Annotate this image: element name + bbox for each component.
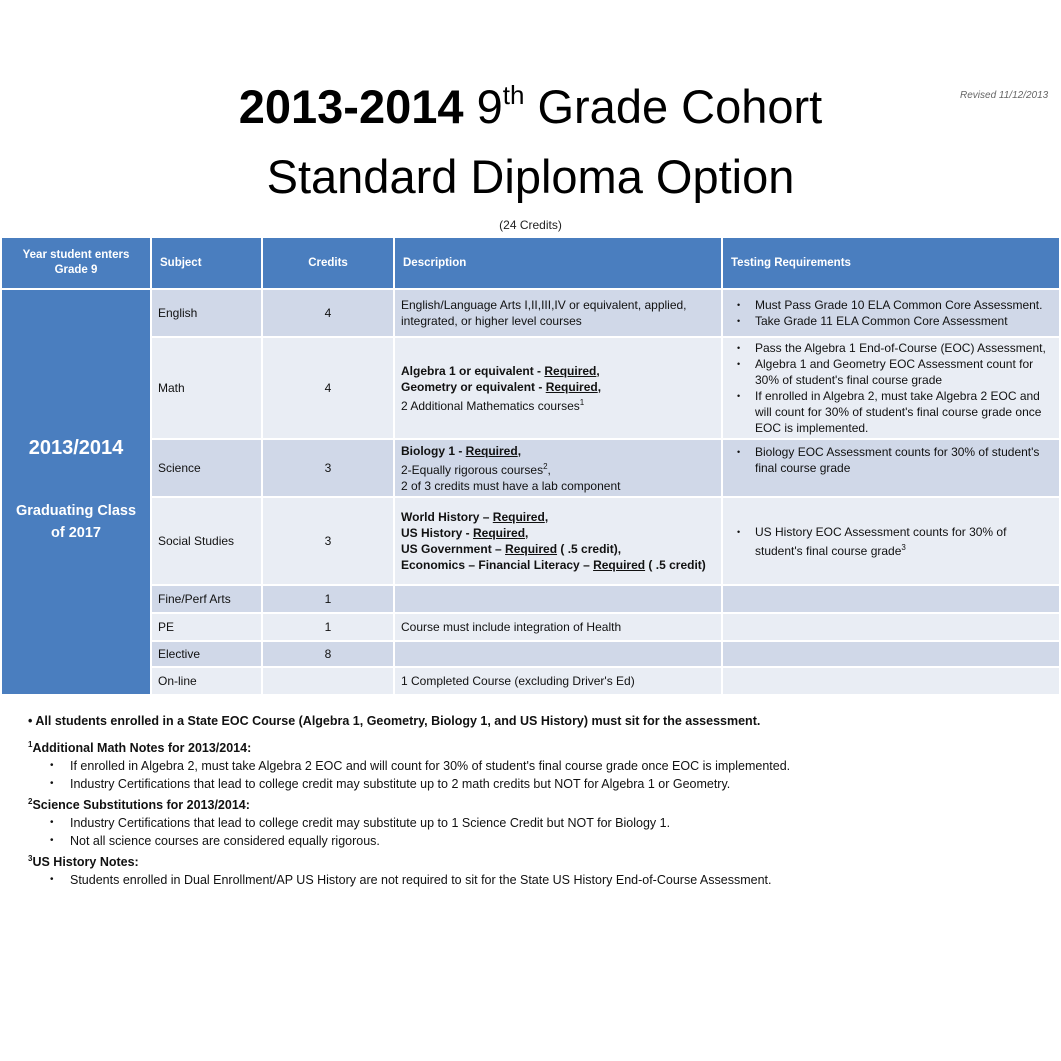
page-title bbox=[0, 78, 1061, 206]
note-item: • Not all science courses are considered equally rigorous. bbox=[70, 832, 1048, 850]
description-cell bbox=[394, 585, 722, 613]
testing-item: • Pass the Algebra 1 End-of-Course (EOC) Assessment, bbox=[755, 340, 1053, 356]
subject-cell: Fine/Perf Arts bbox=[151, 585, 262, 613]
desc-text: , bbox=[547, 462, 551, 477]
desc-text: ( .5 credit) bbox=[645, 558, 706, 572]
title-grade-ordinal: th bbox=[502, 80, 525, 110]
total-credits: (24 Credits) bbox=[499, 218, 562, 232]
footnote-ref: 1 bbox=[579, 397, 585, 407]
header-testing: Testing Requirements bbox=[722, 237, 1060, 289]
testing-item: • If enrolled in Algebra 2, must take Algebra 2 EOC and will count for 30% of student's final course grade once EOC is implemented. bbox=[755, 388, 1053, 436]
header-credits: Credits bbox=[262, 237, 394, 289]
title-diploma-option: Standard Diploma Option bbox=[266, 150, 795, 203]
title-cohort: Grade Cohort bbox=[537, 80, 823, 133]
note-item: • If enrolled in Algebra 2, must take Algebra 2 EOC and will count for 30% of student's final course grade once EOC is implemented. bbox=[70, 757, 1048, 775]
credits-cell: 4 bbox=[262, 289, 394, 337]
math-notes-list bbox=[28, 757, 1048, 793]
note-item: • Students enrolled in Dual Enrollment/AP US History are not required to sit for the State US History End-of-Course Assessment. bbox=[70, 871, 1048, 889]
table-row-pe bbox=[1, 613, 1060, 641]
testing-cell bbox=[722, 439, 1060, 497]
description-cell: English/Language Arts I,II,III,IV or equivalent, applied, integrated, or higher level courses bbox=[394, 289, 722, 337]
table-row-elective bbox=[1, 641, 1060, 667]
table-row-english bbox=[1, 289, 1060, 337]
description-cell bbox=[394, 497, 722, 585]
header-year-enters: Year student enters Grade 9 bbox=[1, 237, 151, 289]
title-grade-number: 9 bbox=[476, 80, 503, 133]
subject-cell: Math bbox=[151, 337, 262, 439]
subject-cell: PE bbox=[151, 613, 262, 641]
description-cell: Course must include integration of Health bbox=[394, 613, 722, 641]
description-cell: 1 Completed Course (excluding Driver's Ed) bbox=[394, 667, 722, 695]
footnote-ref: 3 bbox=[901, 542, 906, 552]
table-row-science bbox=[1, 439, 1060, 497]
testing-item: • Must Pass Grade 10 ELA Common Core Assessment. bbox=[755, 297, 1053, 313]
desc-text: Geometry or equivalent - bbox=[401, 379, 546, 394]
math-notes-title: Additional Math Notes for 2013/2014: bbox=[32, 741, 252, 756]
testing-item: • Algebra 1 and Geometry EOC Assessment count for 30% of student's final course grade bbox=[755, 356, 1053, 388]
desc-text: Algebra 1 or equivalent - bbox=[401, 363, 545, 378]
desc-text: , bbox=[597, 379, 602, 394]
subject-cell: On-line bbox=[151, 667, 262, 695]
science-notes-heading bbox=[28, 793, 1048, 814]
testing-item bbox=[755, 524, 1053, 559]
table-row-math bbox=[1, 337, 1060, 439]
math-notes-heading bbox=[28, 736, 1048, 757]
desc-text: 2 of 3 credits must have a lab component bbox=[401, 478, 621, 493]
bullet-icon: • bbox=[28, 714, 36, 728]
required-label: Required bbox=[465, 443, 518, 458]
testing-cell bbox=[722, 641, 1060, 667]
eoc-note bbox=[28, 712, 1048, 730]
requirements-table bbox=[0, 236, 1061, 696]
header-subject: Subject bbox=[151, 237, 262, 289]
credits-cell: 4 bbox=[262, 337, 394, 439]
subject-cell: English bbox=[151, 289, 262, 337]
science-notes-list bbox=[28, 814, 1048, 850]
footnote-number: 1 bbox=[28, 740, 33, 749]
required-label: Required bbox=[545, 379, 598, 394]
credits-cell: 3 bbox=[262, 439, 394, 497]
description-cell bbox=[394, 439, 722, 497]
note-item: • Industry Certifications that lead to college credit may substitute up to 2 math credits but NOT for Algebra 1 or Geometry. bbox=[70, 775, 1048, 793]
desc-text: 2 Additional Mathematics courses bbox=[401, 398, 580, 413]
testing-cell bbox=[722, 289, 1060, 337]
subject-cell: Social Studies bbox=[151, 497, 262, 585]
science-notes-title: Science Substitutions for 2013/2014: bbox=[32, 798, 250, 813]
credits-cell: 3 bbox=[262, 497, 394, 585]
credits-cell: 1 bbox=[262, 613, 394, 641]
subject-cell: Science bbox=[151, 439, 262, 497]
testing-cell bbox=[722, 497, 1060, 585]
testing-cell bbox=[722, 585, 1060, 613]
desc-text: US Government – bbox=[401, 542, 506, 556]
desc-text: Biology 1 - bbox=[401, 443, 466, 458]
required-label: Required bbox=[544, 363, 597, 378]
description-cell bbox=[394, 337, 722, 439]
testing-item: • Take Grade 11 ELA Common Core Assessment bbox=[755, 313, 1053, 329]
desc-text: 2-Equally rigorous courses bbox=[401, 462, 544, 477]
testing-cell bbox=[722, 667, 1060, 695]
cohort-year: 2013/2014 bbox=[28, 437, 124, 459]
us-history-notes-list bbox=[28, 871, 1048, 889]
desc-text: US History - bbox=[401, 526, 474, 540]
graduating-class-line1: Graduating Class bbox=[15, 503, 137, 519]
table-row-online bbox=[1, 667, 1060, 695]
graduating-class bbox=[8, 500, 144, 544]
us-history-notes-title: US History Notes: bbox=[32, 855, 139, 870]
required-label: Required bbox=[593, 558, 646, 572]
title-year-range: 2013-2014 bbox=[238, 80, 464, 133]
table-header-row bbox=[1, 237, 1060, 289]
note-item: • Industry Certifications that lead to college credit may substitute up to 1 Science Credit but NOT for Biology 1. bbox=[70, 814, 1048, 832]
table-row-fine-arts bbox=[1, 585, 1060, 613]
cohort-year-cell bbox=[1, 289, 151, 695]
desc-text: ( .5 credit), bbox=[557, 542, 622, 556]
testing-text: US History EOC Assessment counts for 30% of student's final course grade bbox=[755, 524, 1007, 558]
header-description: Description bbox=[394, 237, 722, 289]
desc-text: World History – bbox=[401, 510, 493, 524]
required-label: Required bbox=[492, 510, 545, 524]
testing-cell bbox=[722, 337, 1060, 439]
table-row-social-studies bbox=[1, 497, 1060, 585]
graduating-class-line2: of 2017 bbox=[51, 525, 101, 541]
desc-text: , bbox=[596, 363, 600, 378]
required-label: Required bbox=[473, 526, 526, 540]
required-label: Required bbox=[505, 542, 558, 556]
credits-cell: 8 bbox=[262, 641, 394, 667]
credits-cell: 1 bbox=[262, 585, 394, 613]
testing-cell bbox=[722, 613, 1060, 641]
credits-cell bbox=[262, 667, 394, 695]
desc-text: Economics – Financial Literacy – bbox=[401, 558, 594, 572]
description-cell bbox=[394, 641, 722, 667]
footnote-number: 2 bbox=[28, 797, 33, 807]
notes-section bbox=[28, 712, 1048, 889]
testing-item: • Biology EOC Assessment counts for 30% of student's final course grade bbox=[755, 444, 1053, 476]
revision-date: Revised 11/12/2013 bbox=[960, 90, 1049, 101]
us-history-notes-heading bbox=[28, 850, 1048, 871]
desc-text: , bbox=[517, 443, 522, 458]
eoc-note-text: All students enrolled in a State EOC Course (Algebra 1, Geometry, Biology 1, and US History) must sit for the assessment. bbox=[35, 714, 761, 728]
desc-text: , bbox=[544, 510, 549, 524]
subject-cell: Elective bbox=[151, 641, 262, 667]
footnote-ref: 2 bbox=[543, 461, 548, 471]
footnote-number: 3 bbox=[28, 854, 33, 864]
desc-text: , bbox=[525, 526, 529, 540]
